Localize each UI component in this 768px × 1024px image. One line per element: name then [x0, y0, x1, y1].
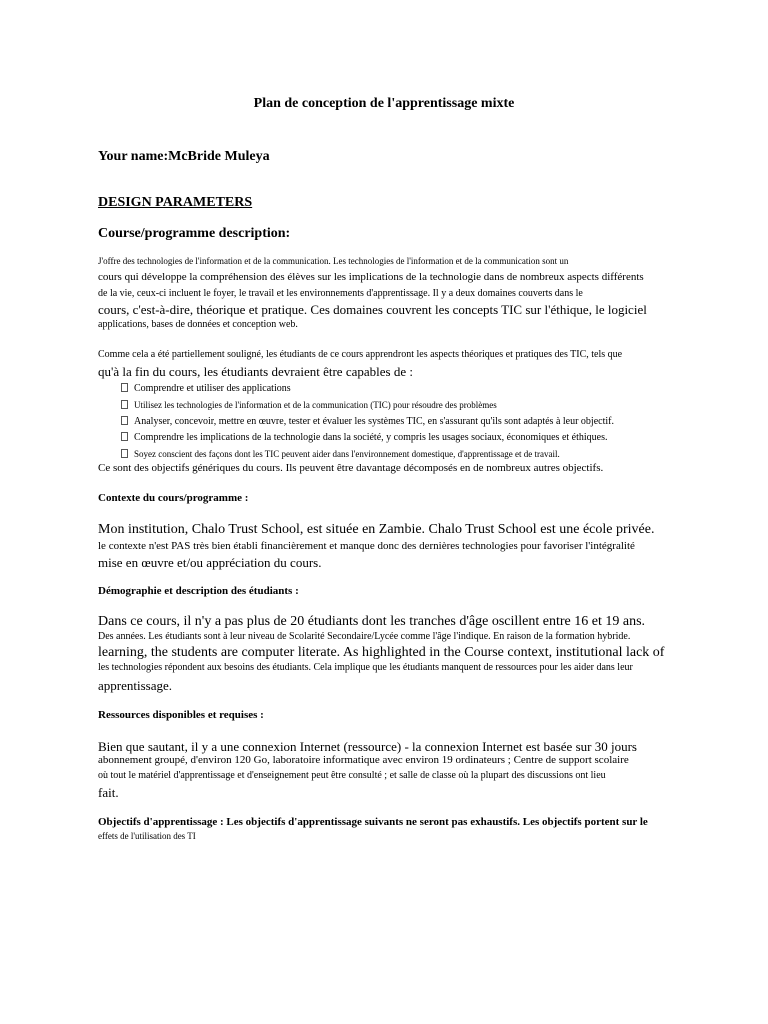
demographics-line: learning, the students are computer literate. As highlighted in the Course context, institutional lack of	[98, 645, 665, 660]
course-description-line: de la vie, ceux-ci incluent le foyer, le travail et les environnements d'apprentissage. Il y a deux domaines couverts dans le	[98, 288, 583, 299]
course-description-line: J'offre des technologies de l'information et de la communication. Les technologies de l'information et de la communication sont un	[98, 256, 569, 266]
learning-objectives-heading: Objectifs d'apprentissage : Les objectifs d'apprentissage suivants ne seront pas exhaustifs. Les objectifs portent sur le	[98, 816, 648, 828]
resources-line: où tout le matériel d'apprentissage et d'enseignement peut être consulté ; et salle de classe où la plupart des discussions ont lieu	[98, 770, 606, 781]
resources-line: abonnement groupé, d'environ 120 Go, laboratoire informatique avec environ 19 ordinateurs ; Centre de support scolaire	[98, 754, 629, 766]
list-item: Soyez conscient des façons dont les TIC peuvent aider dans l'environnement domestique, d'apprentissage et de travail.	[121, 449, 560, 459]
generic-objectives-line: Ce sont des objectifs génériques du cours. Ils peuvent être davantage décomposés en de nombreux autres objectifs.	[98, 462, 604, 474]
intro-line: Comme cela a été partiellement souligné, les étudiants de ce cours apprendront les aspects théoriques et pratiques des TIC, tels que	[98, 349, 623, 360]
course-description-heading: Course/programme description:	[98, 226, 291, 241]
context-line: le contexte n'est PAS très bien établi financièrement et manque donc des dernières technologies pour favoriser l'intégralité	[98, 540, 635, 552]
context-heading: Contexte du cours/programme :	[98, 492, 249, 504]
list-item: Utilisez les technologies de l'information et de la communication (TIC) pour résoudre des problèmes	[121, 400, 497, 410]
resources-heading: Ressources disponibles et requises :	[98, 709, 264, 721]
checkbox-square-icon	[121, 449, 128, 458]
demographics-line: apprentissage.	[98, 678, 173, 693]
checkbox-square-icon	[121, 432, 128, 441]
intro-line: qu'à la fin du cours, les étudiants devraient être capables de :	[98, 364, 413, 379]
course-description-line: applications, bases de données et conception web.	[98, 319, 298, 330]
demographics-line: Des années. Les étudiants sont à leur niveau de Scolarité Secondaire/Lycée comme l'âge l'indique. En raison de la formation hybride.	[98, 631, 631, 642]
demographics-line: Dans ce cours, il n'y a pas plus de 20 étudiants dont les tranches d'âge oscillent entre 16 et 19 ans.	[98, 614, 646, 629]
course-description-line: cours qui développe la compréhension des élèves sur les implications de la technologie dans de nombreux aspects différents	[98, 271, 644, 283]
demographics-heading: Démographie et description des étudiants :	[98, 585, 299, 597]
list-item: Comprendre les implications de la technologie dans la société, y compris les usages sociaux, économiques et éthiques.	[121, 432, 608, 443]
checkbox-square-icon	[121, 400, 128, 409]
list-item: Analyser, concevoir, mettre en œuvre, tester et évaluer les systèmes TIC, en s'assurant qu'ils sont adaptés à leur objectif.	[121, 416, 614, 427]
resources-line: Bien que sautant, il y a une connexion Internet (ressource) - la connexion Internet est basée sur 30 jours	[98, 739, 637, 754]
document-title: Plan de conception de l'apprentissage mixte	[253, 96, 515, 111]
learning-objectives-line: effets de l'utilisation des TI	[98, 831, 196, 841]
design-parameters-heading: DESIGN PARAMETERS	[98, 195, 253, 210]
list-item: Comprendre et utiliser des applications	[121, 383, 291, 394]
context-line: Mon institution, Chalo Trust School, est située en Zambie. Chalo Trust School est une école privée.	[98, 522, 655, 537]
checkbox-square-icon	[121, 416, 128, 425]
course-description-line: cours, c'est-à-dire, théorique et pratique. Ces domaines couvrent les concepts TIC sur l'éthique, le logiciel	[98, 302, 647, 317]
resources-line: fait.	[98, 785, 119, 800]
demographics-line: les technologies répondent aux besoins des étudiants. Cela implique que les étudiants manquent de ressources pour les aider dans leur	[98, 662, 633, 673]
context-line: mise en œuvre et/ou appréciation du cours.	[98, 555, 322, 570]
name-line: Your name:McBride Muleya	[98, 149, 270, 164]
checkbox-square-icon	[121, 383, 128, 392]
